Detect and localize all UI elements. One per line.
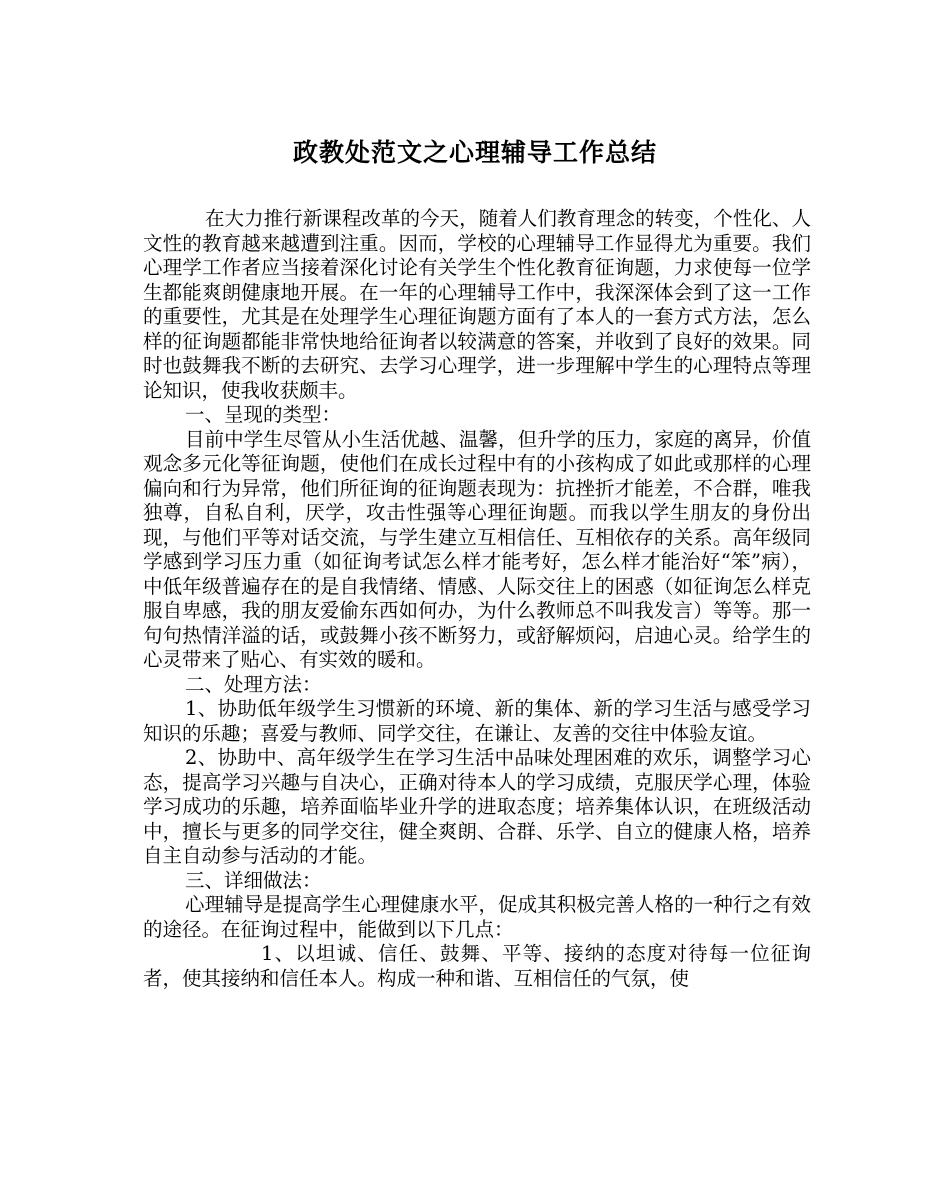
heading-practices: 三、详细做法： bbox=[185, 868, 322, 892]
paragraph-practices: 心理辅导是提高学生心理健康水平，促成其积极完善人格的一种行之有效的途径。在征询过程中，能做到以下几点： bbox=[143, 893, 811, 941]
paragraph-intro: 在大力推行新课程改革的今天，随着人们教育理念的转变，个性化、人文性的教育越来越遭到注重。因而，学校的心理辅导工作显得尤为重要。我们心理学工作者应当接着深化讨论有关学生个性化教育征询题，力求使每一位学生都能爽朗健康地开展。在一年的心理辅导工作中，我深深体会到了这一工作的重要性，尤其是在处理学生心理征询题方面有了本人的一套方式方法，怎么样的征询题都能非常快地给征询者以较满意的答案，并收到了良好的效果。同时也鼓舞我不断的去研究、去学习心理学，进一步理解中学生的心理特点等理论知识，使我收获颇丰。 bbox=[143, 207, 811, 402]
paragraph-practice-1: 1、以坦诚、信任、鼓舞、平等、接纳的态度对待每一位征询者，使其接纳和信任本人。构成一种和谐、互相信任的气氛，使 bbox=[143, 942, 811, 990]
paragraph-method-1: 1、协助低年级学生习惯新的环境、新的集体、新的学习生活与感受学习知识的乐趣；喜爱与教师、同学交往，在谦让、友善的交往中体验友谊。 bbox=[143, 697, 811, 745]
document-title: 政教处范文之心理辅导工作总结 bbox=[292, 138, 657, 167]
heading-methods: 二、处理方法： bbox=[185, 672, 322, 696]
paragraph-method-2: 2、协助中、高年级学生在学习生活中品味处理困难的欢乐，调整学习心态，提高学习兴趣与自决心，正确对待本人的学习成绩，克服厌学心理，体验学习成功的乐趣，培养面临毕业升学的进取态度；培养集体认识，在班级活动中，擅长与更多的同学交往，健全爽朗、合群、乐学、自立的健康人格，培养自主自动参与活动的才能。 bbox=[143, 746, 811, 867]
document-body bbox=[143, 207, 811, 991]
paragraph-types: 目前中学生尽管从小生活优越、温馨，但升学的压力，家庭的离异，价值观念多元化等征询题，使他们在成长过程中有的小孩构成了如此或那样的心理偏向和行为异常，他们所征询的征询题表现为：抗挫折才能差，不合群，唯我独尊，自私自利，厌学，攻击性强等心理征询题。而我以学生朋友的身份出现，与他们平等对话交流，与学生建立互相信任、互相依存的关系。高年级同学感到学习压力重（如征询考试怎么样才能考好，怎么样才能治好“笨”病），中低年级普遍存在的是自我情绪、情感、人际交往上的困惑（如征询怎么样克服自卑感，我的朋友爱偷东西如何办，为什么教师总不叫我发言）等等。那一句句热情洋溢的话，或鼓舞小孩不断努力，或舒解烦闷，启迪心灵。给学生的心灵带来了贴心、有实效的暖和。 bbox=[143, 427, 811, 671]
heading-types: 一、呈现的类型： bbox=[185, 403, 342, 426]
